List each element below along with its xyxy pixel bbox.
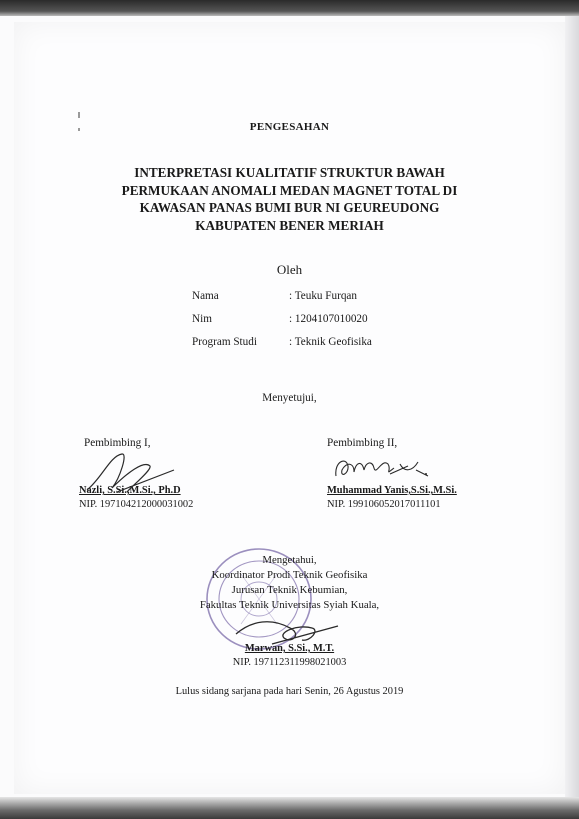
scan-right-edge bbox=[565, 16, 579, 797]
scan-bottom-shadow bbox=[0, 797, 579, 819]
info-value: : Teuku Furqan bbox=[289, 290, 357, 302]
scan-top-shadow bbox=[0, 0, 579, 16]
acknowledgment-line: Koordinator Prodi Teknik Geofisika bbox=[211, 569, 368, 581]
thesis-title-line: KABUPATEN BENER MERIAH bbox=[195, 217, 384, 233]
supervisor-2-nip: NIP. 199106052017011101 bbox=[327, 499, 441, 510]
supervisor-1-name: Nazli, S.Si.,M.Si., Ph.D bbox=[79, 485, 181, 496]
acknowledgment-block bbox=[0, 553, 579, 613]
info-value: : Teknik Geofisika bbox=[289, 336, 372, 348]
thesis-title-line: INTERPRETASI KUALITATIF STRUKTUR BAWAH bbox=[134, 165, 445, 180]
coordinator-nip: NIP. 197112311998021003 bbox=[232, 656, 347, 668]
supervisor-2-role: Pembimbing II, bbox=[327, 437, 398, 449]
supervisor-2-name: Muhammad Yanis,S.Si.,M.Si. bbox=[327, 485, 457, 496]
acknowledgment-line: Jurusan Teknik Kebumian, bbox=[231, 584, 348, 596]
info-label: Program Studi bbox=[192, 336, 257, 348]
info-row-program bbox=[192, 336, 472, 359]
supervisor-1-signature bbox=[82, 448, 182, 498]
student-info bbox=[192, 290, 472, 359]
page-heading: PENGESAHAN bbox=[249, 121, 330, 133]
info-label: Nama bbox=[192, 290, 219, 302]
supervisor-2-signature bbox=[332, 452, 432, 486]
approval-label: Menyetujui, bbox=[262, 392, 317, 404]
acknowledgment-line: Mengetahui, bbox=[262, 554, 317, 566]
info-row-name bbox=[192, 290, 472, 313]
coordinator-name: Marwan, S.Si., M.T. bbox=[244, 643, 335, 654]
supervisor-1-role: Pembimbing I, bbox=[84, 437, 151, 449]
coordinator-block bbox=[0, 642, 579, 669]
info-value: : 1204107010020 bbox=[289, 313, 368, 325]
defense-note: Lulus sidang sarjana pada hari Senin, 26 Agustus 2019 bbox=[175, 686, 404, 697]
thesis-title-line: KAWASAN PANAS BUMI BUR NI GEUREUDONG bbox=[139, 200, 440, 215]
info-row-nim bbox=[192, 313, 472, 336]
supervisor-1-nip: NIP. 197104212000031002 bbox=[79, 499, 194, 510]
info-label: Nim bbox=[192, 313, 212, 325]
supervisor-2-block bbox=[327, 437, 457, 510]
acknowledgment-line: Fakultas Teknik Universitas Syiah Kuala, bbox=[199, 599, 380, 611]
by-label: Oleh bbox=[276, 262, 303, 277]
thesis-title bbox=[0, 164, 579, 234]
document-page bbox=[14, 22, 565, 794]
punch-mark bbox=[78, 112, 80, 118]
thesis-title-line: PERMUKAAN ANOMALI MEDAN MAGNET TOTAL DI bbox=[121, 182, 458, 198]
